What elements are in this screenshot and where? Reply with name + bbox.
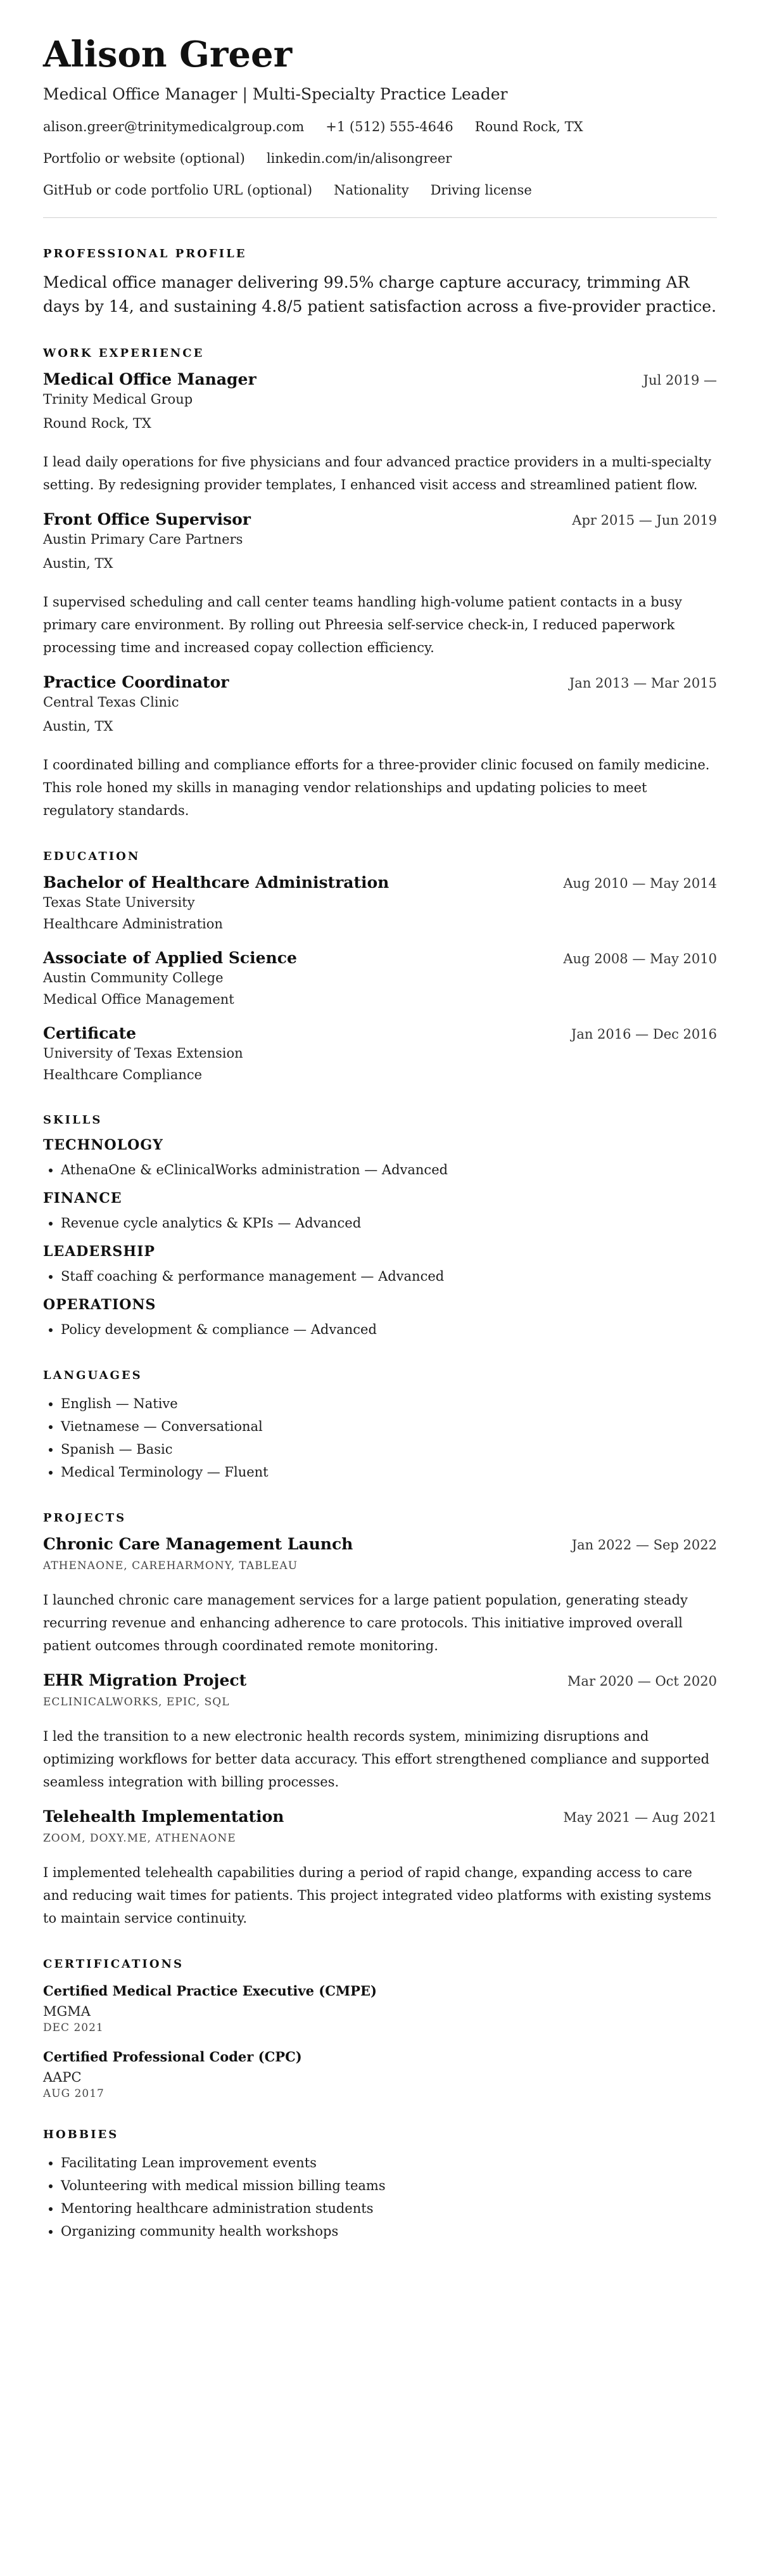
job-title: Front Office Supervisor: [43, 509, 251, 529]
languages-section: [43, 1369, 717, 1483]
contact-location: Round Rock, TX: [474, 119, 583, 134]
skill-category: LEADERSHIP: [43, 1243, 155, 1260]
language-item: • English — Native: [61, 1392, 717, 1415]
contact-github[interactable]: GitHub or code portfolio URL (optional): [43, 182, 313, 198]
skill-list: [43, 1265, 717, 1288]
experience-entry: [43, 510, 717, 659]
certification-entry: [43, 1981, 717, 2034]
section-title-experience: WORK EXPERIENCE: [43, 346, 205, 360]
certification-name: Certified Professional Coder (CPC): [43, 2048, 302, 2065]
job-location: Austin, TX: [43, 718, 113, 734]
language-item: • Spanish — Basic: [61, 1438, 717, 1461]
skill-item: • Revenue cycle analytics & KPIs — Advanced: [61, 1212, 717, 1234]
job-location: Round Rock, TX: [43, 415, 151, 431]
language-list: [43, 1392, 717, 1483]
hobby-item: • Volunteering with medical mission billing teams: [61, 2174, 717, 2197]
job-dates: Jul 2019 —: [643, 372, 717, 388]
project-description: I implemented telehealth capabilities during a period of rapid change, expanding access to care and reducing wait times for patients. This project integrated video platforms with existing systems to maintain service continuity.: [43, 1864, 712, 1926]
job-title: Practice Coordinator: [43, 672, 229, 691]
job-title: Medical Office Manager: [43, 369, 256, 388]
degree-dates: Aug 2010 — May 2014: [563, 875, 717, 891]
job-dates: Apr 2015 — Jun 2019: [572, 512, 717, 528]
education-entry: [43, 949, 717, 1010]
contact-row-3: [43, 181, 717, 200]
job-company: Austin Primary Care Partners: [43, 531, 243, 547]
project-entry: [43, 1807, 717, 1930]
candidate-headline: Medical Office Manager | Multi-Specialty Practice Leader: [43, 84, 508, 103]
profile-summary: Medical office manager delivering 99.5% charge capture accuracy, trimming AR days by 14, and sustaining 4.8/5 patient satisfaction across a five-provider practice.: [43, 272, 717, 316]
field-of-study: Healthcare Administration: [43, 916, 223, 932]
job-description: I lead daily operations for five physicians and four advanced practice providers in a multi-specialty setting. By redesigning provider templates, I enhanced visit access and streamlined patient flow.: [43, 454, 711, 492]
project-dates: May 2021 — Aug 2021: [563, 1809, 717, 1825]
contact-driving-license: Driving license: [430, 182, 532, 198]
hobby-item: • Mentoring healthcare administration students: [61, 2197, 717, 2220]
skill-list: [43, 1158, 717, 1181]
certifications-section: [43, 1958, 717, 2100]
project-entry: [43, 1535, 717, 1657]
candidate-name: Alison Greer: [43, 34, 293, 75]
certification-date: DEC 2021: [43, 2021, 104, 2034]
school-name: Texas State University: [43, 894, 195, 910]
section-title-skills: SKILLS: [43, 1113, 103, 1127]
project-tech: ECLINICALWORKS, EPIC, SQL: [43, 1695, 230, 1708]
degree-title: Bachelor of Healthcare Administration: [43, 873, 390, 892]
section-title-profile: PROFESSIONAL PROFILE: [43, 247, 247, 260]
school-name: Austin Community College: [43, 970, 224, 985]
project-description: I led the transition to a new electronic health records system, minimizing disruptions and optimizing workflows for better data accuracy. This effort strengthened compliance and supported seamless integration with billing processes.: [43, 1728, 710, 1790]
header-divider: [43, 217, 717, 218]
hobbies-section: [43, 2128, 717, 2243]
contact-phone[interactable]: +1 (512) 555-4646: [326, 119, 453, 134]
project-tech: ZOOM, DOXY.ME, ATHENAONE: [43, 1831, 236, 1845]
education-entry: [43, 1024, 717, 1086]
section-title-certifications: CERTIFICATIONS: [43, 1957, 184, 1971]
project-name: EHR Migration Project: [43, 1670, 247, 1689]
skill-category: FINANCE: [43, 1189, 122, 1207]
contact-linkedin[interactable]: linkedin.com/in/alisongreer: [266, 150, 452, 166]
certification-issuer: MGMA: [43, 2003, 91, 2019]
certification-date: AUG 2017: [43, 2087, 104, 2100]
skills-section: [43, 1113, 717, 1341]
contact-row-2: [43, 149, 717, 168]
job-description: I supervised scheduling and call center teams handling high-volume patient contacts in a busy primary care environment. By rolling out Phreesia self-service check-in, I reduced paperwork processing time and increased copay collection efficiency.: [43, 594, 682, 655]
resume-header: [43, 35, 717, 200]
skill-item: • AthenaOne & eClinicalWorks administration — Advanced: [61, 1158, 717, 1181]
skill-item: • Policy development & compliance — Advanced: [61, 1318, 717, 1341]
degree-dates: Jan 2016 — Dec 2016: [571, 1026, 717, 1042]
contact-portfolio[interactable]: Portfolio or website (optional): [43, 150, 245, 166]
education-entry: [43, 873, 717, 935]
job-dates: Jan 2013 — Mar 2015: [569, 675, 717, 691]
profile-section: [43, 247, 717, 319]
project-description: I launched chronic care management services for a large patient population, generating steady recurring revenue and enhancing adherence to care protocols. This initiative improved overall patient outcomes through coordinated remote monitoring.: [43, 1592, 688, 1653]
section-title-hobbies: HOBBIES: [43, 2127, 119, 2141]
project-dates: Jan 2022 — Sep 2022: [571, 1537, 717, 1553]
job-company: Central Texas Clinic: [43, 694, 179, 710]
field-of-study: Medical Office Management: [43, 991, 234, 1007]
section-title-education: EDUCATION: [43, 849, 141, 863]
experience-entry: [43, 370, 717, 496]
contact-nationality: Nationality: [334, 182, 409, 198]
skill-item: • Staff coaching & performance management — Advanced: [61, 1265, 717, 1288]
skill-category: OPERATIONS: [43, 1296, 156, 1313]
degree-title: Associate of Applied Science: [43, 948, 297, 967]
project-name: Chronic Care Management Launch: [43, 1534, 353, 1553]
hobby-item: • Organizing community health workshops: [61, 2220, 717, 2243]
project-name: Telehealth Implementation: [43, 1807, 284, 1826]
certification-name: Certified Medical Practice Executive (CMPE): [43, 1982, 377, 1999]
language-item: • Vietnamese — Conversational: [61, 1415, 717, 1438]
certification-entry: [43, 2047, 717, 2100]
section-title-languages: LANGUAGES: [43, 1368, 142, 1382]
job-company: Trinity Medical Group: [43, 391, 193, 407]
field-of-study: Healthcare Compliance: [43, 1067, 203, 1082]
education-section: [43, 850, 717, 1086]
certification-issuer: AAPC: [43, 2069, 82, 2085]
job-description: I coordinated billing and compliance efforts for a three-provider clinic focused on family medicine. This role honed my skills in managing vendor relationships and updating policies to meet regulatory standards.: [43, 757, 710, 818]
hobby-list: [43, 2151, 717, 2243]
degree-title: Certificate: [43, 1023, 137, 1042]
skill-list: [43, 1212, 717, 1234]
contact-row-1: [43, 117, 717, 136]
project-tech: ATHENAONE, CAREHARMONY, TABLEAU: [43, 1559, 298, 1572]
hobby-item: • Facilitating Lean improvement events: [61, 2151, 717, 2174]
skill-category: TECHNOLOGY: [43, 1136, 163, 1153]
school-name: University of Texas Extension: [43, 1045, 243, 1061]
skill-list: [43, 1318, 717, 1341]
language-item: • Medical Terminology — Fluent: [61, 1461, 717, 1483]
contact-email[interactable]: alison.greer@trinitymedicalgroup.com: [43, 119, 305, 134]
projects-section: [43, 1511, 717, 1930]
degree-dates: Aug 2008 — May 2010: [563, 951, 717, 966]
job-location: Austin, TX: [43, 555, 113, 571]
section-title-projects: PROJECTS: [43, 1511, 127, 1525]
experience-section: [43, 347, 717, 822]
experience-entry: [43, 673, 717, 822]
project-entry: [43, 1671, 717, 1793]
project-dates: Mar 2020 — Oct 2020: [567, 1673, 717, 1689]
